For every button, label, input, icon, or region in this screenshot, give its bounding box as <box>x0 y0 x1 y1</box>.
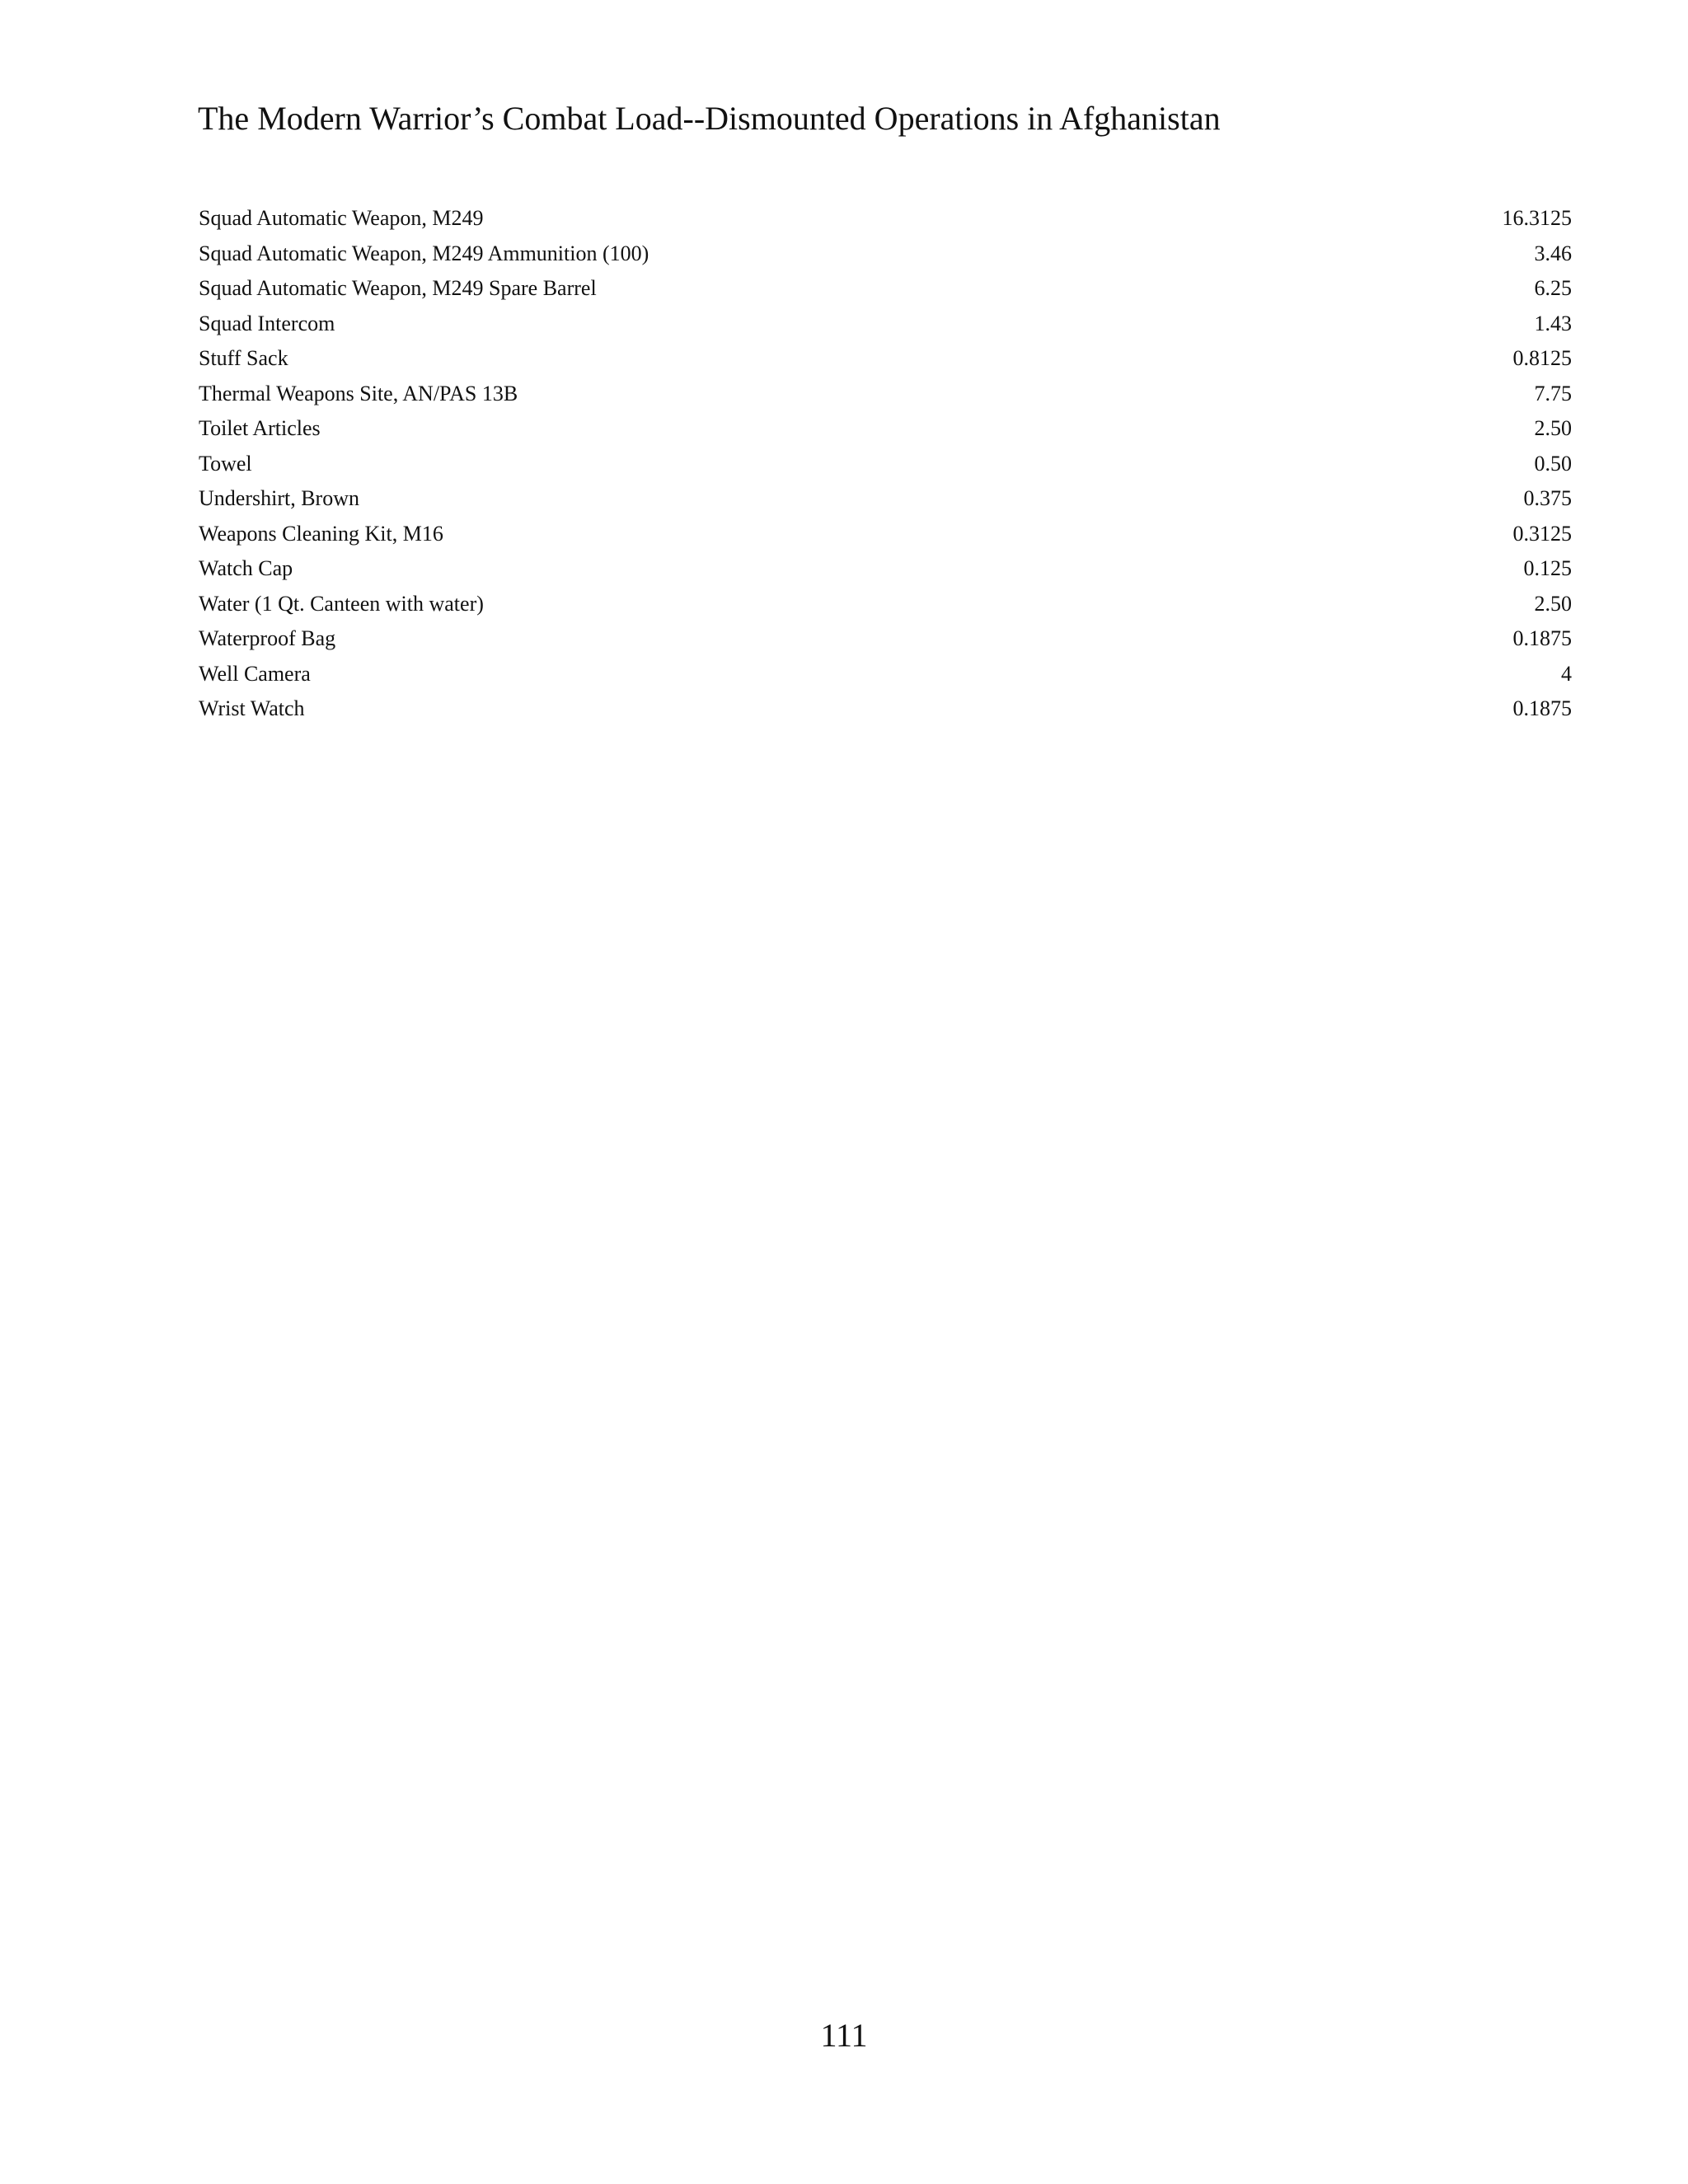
table-row <box>199 307 1572 342</box>
item-weight: 2.50 <box>1534 591 1572 616</box>
table-row <box>199 411 1572 447</box>
table-row <box>199 481 1572 517</box>
table-row <box>199 621 1572 657</box>
item-weight: 3.46 <box>1534 241 1572 265</box>
item-weight: 0.375 <box>1523 486 1572 510</box>
item-name: Wrist Watch <box>199 696 305 720</box>
item-weight-list <box>199 201 1572 727</box>
item-name: Thermal Weapons Site, AN/PAS 13B <box>199 381 518 405</box>
item-name: Squad Automatic Weapon, M249 <box>199 206 484 230</box>
item-weight: 0.125 <box>1523 556 1572 580</box>
item-weight: 2.50 <box>1534 416 1572 440</box>
item-weight: 1.43 <box>1534 311 1572 335</box>
table-row <box>199 341 1572 377</box>
item-name: Well Camera <box>199 661 311 686</box>
page-header-title: The Modern Warrior’s Combat Load--Dismounted Operations in Afghanistan <box>198 100 1221 137</box>
item-weight: 0.50 <box>1534 451 1572 476</box>
item-weight: 7.75 <box>1534 381 1572 405</box>
item-name: Stuff Sack <box>199 346 288 370</box>
table-row <box>199 377 1572 412</box>
item-name: Waterproof Bag <box>199 626 336 650</box>
page-number: 111 <box>820 2017 868 2054</box>
table-row <box>199 201 1572 237</box>
table-row <box>199 691 1572 727</box>
item-name: Towel <box>199 451 252 476</box>
item-weight: 0.1875 <box>1512 626 1572 650</box>
item-weight: 4 <box>1561 661 1572 686</box>
table-row <box>199 447 1572 482</box>
item-name: Water (1 Qt. Canteen with water) <box>199 591 484 616</box>
item-name: Squad Automatic Weapon, M249 Ammunition (100) <box>199 241 649 265</box>
item-weight: 0.1875 <box>1512 696 1572 720</box>
item-weight: 0.8125 <box>1512 346 1572 370</box>
item-name: Weapons Cleaning Kit, M16 <box>199 521 443 546</box>
item-weight: 0.3125 <box>1512 521 1572 546</box>
item-name: Undershirt, Brown <box>199 486 359 510</box>
item-name: Squad Intercom <box>199 311 335 335</box>
item-weight: 16.3125 <box>1502 206 1572 230</box>
item-name: Squad Automatic Weapon, M249 Spare Barrel <box>199 276 597 300</box>
table-row <box>199 551 1572 587</box>
item-weight: 6.25 <box>1534 276 1572 300</box>
table-row <box>199 271 1572 307</box>
table-row <box>199 237 1572 272</box>
item-name: Watch Cap <box>199 556 293 580</box>
table-row <box>199 587 1572 622</box>
item-name: Toilet Articles <box>199 416 321 440</box>
table-row <box>199 517 1572 552</box>
table-row <box>199 657 1572 692</box>
